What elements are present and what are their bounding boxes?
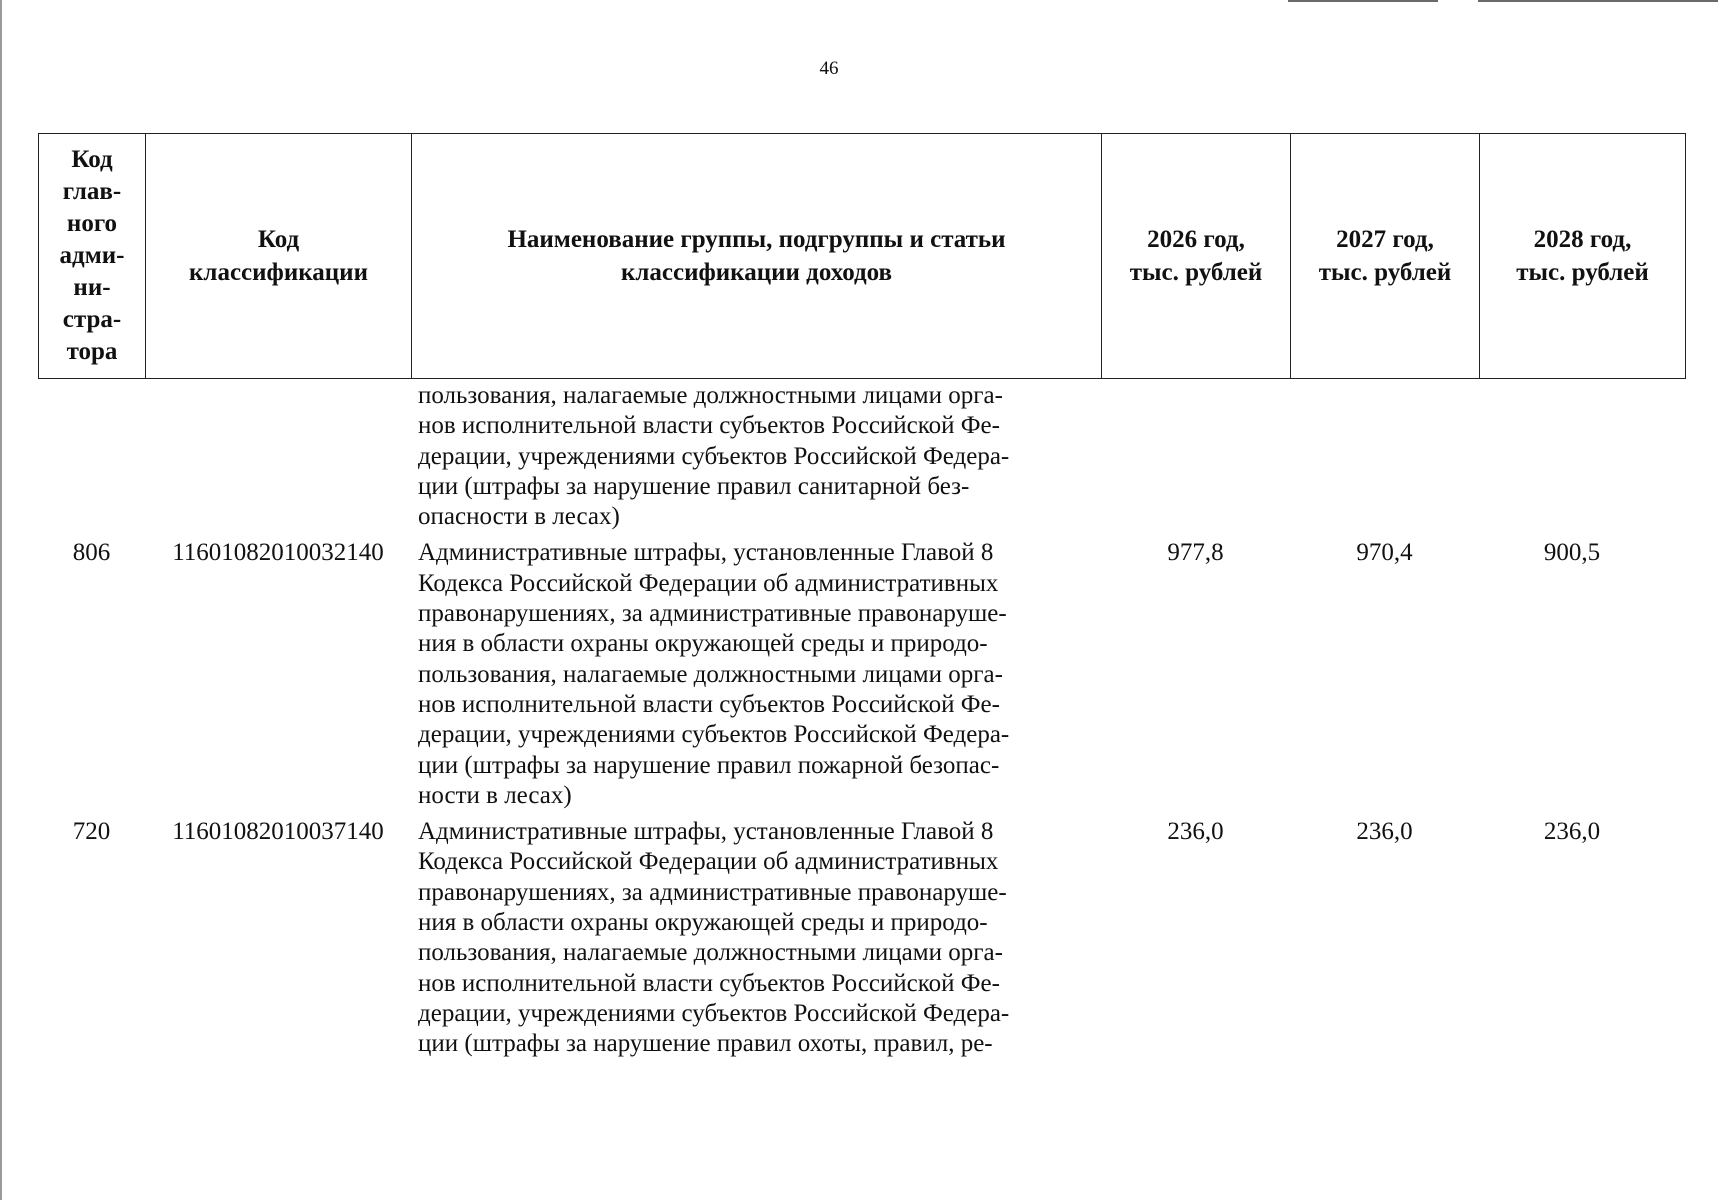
name-cell: [411, 817, 1101, 1059]
name-cell: [411, 381, 1101, 532]
name-line: дерации, учреждениями субъектов Российской Федера-: [418, 999, 1010, 1027]
header-line: тыс. рублей: [1516, 259, 1649, 286]
header-line: тыс. рублей: [1129, 259, 1263, 286]
header-year-2028: [1480, 134, 1686, 379]
header-classification-code: [146, 134, 412, 379]
value-2026-cell: 236,0: [1167, 818, 1224, 846]
header-line: тыс. рублей: [1318, 259, 1452, 286]
name-line: нов исполнительной власти субъектов Российской Фе-: [418, 412, 1000, 440]
header-year-2027: [1291, 134, 1480, 379]
header-line: глав-: [62, 178, 122, 205]
header-line: Наименование группы, подгруппы и статьи: [507, 226, 1006, 253]
value-2026-cell: 977,8: [1167, 539, 1224, 567]
table-row: [38, 817, 1685, 1059]
name-line: пользования, налагаемые должностными лицами орга-: [418, 939, 1003, 967]
name-line: Административные штрафы, установленные Главой 8: [418, 818, 994, 846]
value-2026-cell: [1101, 381, 1290, 532]
table-body: [38, 381, 1685, 1060]
table-header: [38, 133, 1686, 379]
name-line: ности в лесах): [418, 781, 572, 809]
name-line: правонарушениях, за административные правонаруше-: [418, 878, 1007, 906]
name-line: нов исполнительной власти субъектов Российской Фе-: [418, 690, 1000, 718]
header-admin-code: [39, 134, 146, 379]
header-year-2026: [1102, 134, 1291, 379]
name-line: дерации, учреждениями субъектов Российской Федера-: [418, 721, 1010, 749]
header-line: ни-: [73, 274, 111, 301]
header-line: 2027 год,: [1336, 226, 1434, 253]
value-2028-cell: 236,0: [1543, 818, 1601, 846]
page-number: 46: [819, 58, 839, 79]
name-line: нов исполнительной власти субъектов Российской Фе-: [418, 969, 1000, 997]
header-line: стра-: [62, 306, 122, 333]
name-line: ния в области охраны окружающей среды и природо-: [418, 909, 988, 937]
page-edge: [0, 0, 2, 1200]
name-line: Кодекса Российской Федерации об административных: [418, 848, 999, 876]
name-line: Кодекса Российской Федерации об административных: [418, 569, 999, 597]
classification-code-cell: 11601082010032140: [172, 539, 384, 567]
header-line: классификации доходов: [620, 259, 893, 286]
top-rule: [1288, 0, 1438, 2]
header-line: 2026 год,: [1147, 226, 1245, 253]
value-2027-cell: [1290, 381, 1479, 532]
name-cell: [411, 538, 1101, 811]
header-line: адми-: [59, 242, 125, 269]
value-2027-cell: 236,0: [1356, 818, 1413, 846]
value-2028-cell: 900,5: [1543, 539, 1601, 567]
classification-code-cell: 11601082010037140: [172, 818, 384, 846]
value-2028-cell: [1479, 381, 1685, 532]
name-line: ции (штрафы за нарушение правил пожарной безопас-: [418, 751, 1000, 779]
header-line: Код: [257, 226, 300, 253]
name-line: Административные штрафы, установленные Главой 8: [418, 539, 994, 567]
name-line: дерации, учреждениями субъектов Российской Федера-: [418, 442, 1010, 470]
name-line: ции (штрафы за нарушение правил санитарной без-: [418, 472, 970, 500]
name-line: пользования, налагаемые должностными лицами орга-: [418, 382, 1003, 409]
value-2027-cell: 970,4: [1356, 539, 1413, 567]
name-line: ния в области охраны окружающей среды и природо-: [418, 630, 988, 658]
top-rule: [1478, 0, 1718, 2]
table-row: [38, 381, 1685, 532]
name-line: правонарушениях, за административные правонаруше-: [418, 600, 1007, 628]
name-line: ции (штрафы за нарушение правил охоты, правил, ре-: [418, 1030, 993, 1058]
header-name: [412, 134, 1102, 379]
header-line: Код: [71, 146, 113, 173]
name-line: пользования, налагаемые должностными лицами орга-: [418, 660, 1003, 688]
table-row: [38, 538, 1685, 811]
header-line: классификации: [189, 259, 368, 286]
admin-code-cell: [38, 381, 145, 532]
header-line: тора: [66, 338, 118, 365]
admin-code-cell: 806: [72, 539, 111, 567]
header-line: 2028 год,: [1533, 226, 1632, 253]
header-line: ного: [66, 210, 118, 237]
name-line: опасности в лесах): [418, 503, 620, 531]
classification-code-cell: [145, 381, 411, 532]
admin-code-cell: 720: [72, 818, 111, 846]
